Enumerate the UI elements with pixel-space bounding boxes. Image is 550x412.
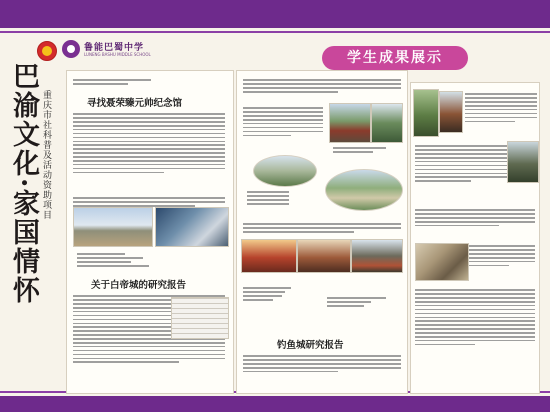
paper-left-header-text <box>73 77 151 91</box>
paper-right-body-text-1 <box>465 91 537 141</box>
hillside-pagoda-photo <box>371 103 403 143</box>
pavilion-photo <box>351 239 403 273</box>
paper-middle-body-text-1 <box>243 77 401 101</box>
school-logo-icon <box>62 40 80 58</box>
paper-right-body-text-3 <box>415 207 535 239</box>
statue-photo <box>73 207 153 247</box>
ancient-tree-photo <box>507 141 539 183</box>
student-achievement-banner: 学生成果展示 <box>322 46 468 70</box>
paper-middle-signature <box>327 295 401 319</box>
paper-middle-body-text-4 <box>243 353 401 387</box>
bottom-border-band <box>0 396 550 412</box>
statues-photo <box>297 239 351 273</box>
paper-middle-body-text-3 <box>243 221 401 241</box>
communist-youth-league-icon <box>37 41 57 61</box>
hall-interior-photo <box>241 239 297 273</box>
paper-middle <box>236 70 408 394</box>
paper-right-body-text-2 <box>415 143 509 203</box>
school-name: 鲁能巴蜀中学 <box>84 43 145 53</box>
paper-middle-poem <box>247 189 307 219</box>
top-divider <box>0 31 550 33</box>
stone-carving-photo <box>415 243 469 281</box>
document-scan-image <box>171 297 229 339</box>
paper-middle-body-text-2 <box>243 105 323 151</box>
paper-middle-caption-1 <box>333 145 399 165</box>
board-vertical-title: 巴渝文化·家国情怀 <box>8 62 39 306</box>
bridge-city-photo <box>325 169 403 211</box>
paper-title-baidicheng: 关于白帝城的研究报告 <box>91 280 187 291</box>
paper-right-body-text-5 <box>415 287 535 387</box>
temple-gate-photo <box>329 103 371 143</box>
top-border-band <box>0 0 550 28</box>
memorial-hall-photo <box>155 207 229 247</box>
tree-photo <box>413 89 439 137</box>
paper-right-body-text-4 <box>469 243 535 283</box>
paper-title-nie-rongzhen: 寻找聂荣臻元帅纪念馆 <box>87 98 183 109</box>
paper-right <box>410 82 540 394</box>
paper-left-body-text-1 <box>73 111 225 193</box>
paper-title-diaoyucheng: 钓鱼城研究报告 <box>277 340 344 351</box>
gate-tower-photo <box>439 91 463 133</box>
school-name-english: LUNENG BASHU MIDDLE SCHOOL <box>84 52 151 57</box>
river-landscape-photo <box>253 155 317 187</box>
board-subtitle: 重庆市社科普及活动资助项目 <box>41 90 51 220</box>
paper-middle-notes <box>243 285 303 315</box>
paper-left <box>66 70 234 394</box>
